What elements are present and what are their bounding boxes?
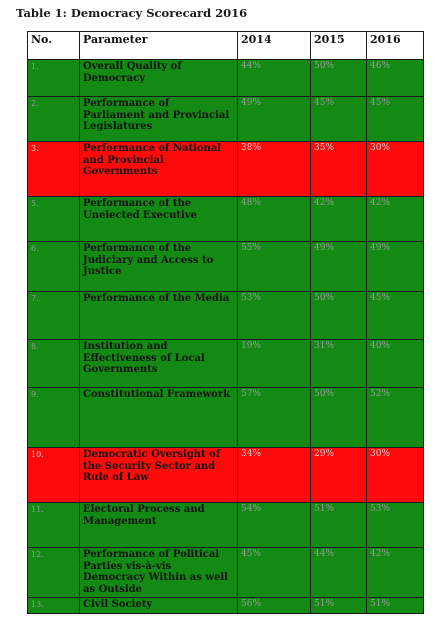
row-parameter: Performance of National and Provincial Governments — [80, 142, 238, 197]
row-number: 5. — [28, 197, 80, 242]
row-parameter: Performance of Parliament and Provincial Legislatures — [80, 97, 238, 142]
header-2015: 2015 — [311, 32, 367, 60]
row-value-2016: 51% — [367, 598, 424, 614]
democracy-scorecard-table — [27, 31, 424, 614]
header-no: No. — [28, 32, 80, 60]
row-value-2016: 52% — [367, 388, 424, 448]
table-row — [28, 242, 424, 292]
row-value-2014: 57% — [238, 388, 311, 448]
row-value-2015: 42% — [311, 197, 367, 242]
table-row — [28, 97, 424, 142]
row-parameter: Performance of the Unelected Executive — [80, 197, 238, 242]
table-row — [28, 598, 424, 614]
row-value-2016: 42% — [367, 548, 424, 598]
row-value-2015: 51% — [311, 598, 367, 614]
table-row — [28, 388, 424, 448]
row-value-2014: 53% — [238, 292, 311, 340]
row-value-2015: 49% — [311, 242, 367, 292]
row-number: 7. — [28, 292, 80, 340]
row-value-2014: 45% — [238, 548, 311, 598]
table-row — [28, 60, 424, 97]
row-number: 10. — [28, 448, 80, 503]
row-value-2016: 53% — [367, 503, 424, 548]
table-row — [28, 197, 424, 242]
row-value-2015: 29% — [311, 448, 367, 503]
row-parameter: Overall Quality of Democracy — [80, 60, 238, 97]
header-row — [28, 32, 424, 60]
row-value-2015: 31% — [311, 340, 367, 388]
row-number: 13. — [28, 598, 80, 614]
row-value-2014: 48% — [238, 197, 311, 242]
row-parameter: Electoral Process and Management — [80, 503, 238, 548]
row-value-2014: 19% — [238, 340, 311, 388]
row-number: 6. — [28, 242, 80, 292]
row-number: 9. — [28, 388, 80, 448]
row-value-2014: 55% — [238, 242, 311, 292]
row-value-2016: 45% — [367, 97, 424, 142]
row-number: 12. — [28, 548, 80, 598]
row-number: 3. — [28, 142, 80, 197]
row-value-2016: 42% — [367, 197, 424, 242]
row-value-2016: 45% — [367, 292, 424, 340]
header-2016: 2016 — [367, 32, 424, 60]
row-value-2014: 54% — [238, 503, 311, 548]
table-caption: Table 1: Democracy Scorecard 2016 — [16, 6, 248, 20]
row-parameter: Performance of the Judiciary and Access to Justice — [80, 242, 238, 292]
row-parameter: Constitutional Framework — [80, 388, 238, 448]
row-value-2015: 35% — [311, 142, 367, 197]
row-value-2016: 40% — [367, 340, 424, 388]
row-value-2015: 45% — [311, 97, 367, 142]
row-value-2014: 56% — [238, 598, 311, 614]
row-value-2015: 50% — [311, 292, 367, 340]
row-parameter: Democratic Oversight of the Security Sector and Rule of Law — [80, 448, 238, 503]
row-value-2014: 34% — [238, 448, 311, 503]
row-number: 8. — [28, 340, 80, 388]
row-number: 2. — [28, 97, 80, 142]
row-value-2014: 44% — [238, 60, 311, 97]
header-parameter: Parameter — [80, 32, 238, 60]
row-parameter: Institution and Effectiveness of Local Governments — [80, 340, 238, 388]
row-value-2015: 50% — [311, 60, 367, 97]
row-value-2015: 50% — [311, 388, 367, 448]
table-row — [28, 503, 424, 548]
table-row — [28, 448, 424, 503]
row-parameter: Performance of Political Parties vis-à-vis Democracy Within as well as Outside — [80, 548, 238, 598]
header-2014: 2014 — [238, 32, 311, 60]
row-value-2014: 38% — [238, 142, 311, 197]
row-value-2016: 46% — [367, 60, 424, 97]
row-value-2016: 49% — [367, 242, 424, 292]
row-parameter: Performance of the Media — [80, 292, 238, 340]
row-value-2015: 51% — [311, 503, 367, 548]
row-number: 1. — [28, 60, 80, 97]
row-number: 11. — [28, 503, 80, 548]
row-value-2016: 30% — [367, 448, 424, 503]
table-row — [28, 548, 424, 598]
table-row — [28, 292, 424, 340]
table-row — [28, 142, 424, 197]
row-value-2016: 30% — [367, 142, 424, 197]
row-value-2015: 44% — [311, 548, 367, 598]
row-value-2014: 49% — [238, 97, 311, 142]
row-parameter: Civil Society — [80, 598, 238, 614]
table-row — [28, 340, 424, 388]
